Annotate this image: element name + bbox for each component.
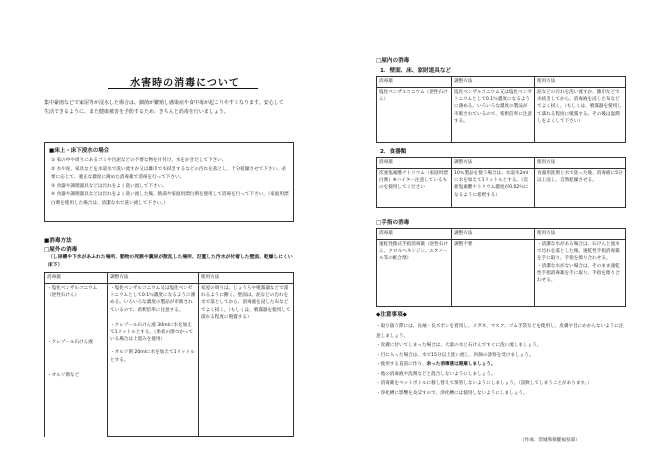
col-header: 使用方法 xyxy=(535,77,626,88)
col-header: 使用方法 xyxy=(199,273,294,284)
use-cell: 泥などの汚れを洗い流すか、雑巾などで水拭きしてから、消毒液を浸した布などでよく拭く。（もしくは、噴霧器を使用して濡れる程度に噴霧する。その後は湿潤しをよくして下さい） xyxy=(535,88,626,143)
table-header-row xyxy=(45,273,294,284)
outdoor-heading: □屋外の消毒 xyxy=(44,247,78,253)
use-cell: ・清潔な水がある場合は、石けんと流水で汚れを落とした後、速乾性手指消毒薬を手に取り、手指を擦り合わせる。 ・清潔な水がない場合は、そのまま速乾性手指消毒薬を手に取り、手指を擦り合わせる。 xyxy=(535,240,626,307)
cell-text: ・塩化ベンザルコニウム（逆性石けん） xyxy=(47,286,98,299)
indoor-sub-walls: 1．壁面、床、家財道具など xyxy=(380,68,452,74)
table-row xyxy=(377,240,626,307)
caution-bold-text: 余った消毒液は廃棄しましょう。 xyxy=(426,362,496,367)
caution-item: ・取り扱う際には、長袖・長ズボンを着用し、メガネ、マスク、ゴム手袋などを使用し、皮膚や目にかからないように注意しましょう。 xyxy=(376,324,624,339)
flood-step: ② 水や泥、家具などを水道水で洗い流すか又は雑巾で水拭きするなどの汚れを落とし、十分乾燥させて下さい。必要に応じて、適正な濃度に薄めた消毒薬で消毒を行って下さい。 xyxy=(51,166,287,181)
table-header-row xyxy=(377,77,626,88)
outdoor-note: （し尿槽や下水があふれた場所、動物の死骸や糞尿が散乱した場所、氾濫した汚水が付着した壁面、乾燥しにくい床下） xyxy=(48,255,293,268)
author-credit: （作成：茨城県保健福祉部） xyxy=(520,438,580,443)
flood-instructions-box xyxy=(44,142,294,222)
indoor-walls-table xyxy=(376,76,626,143)
indoor-heading: □屋内の消毒 xyxy=(376,58,410,64)
disinfect-section-heading: ■消毒方法 xyxy=(44,238,72,244)
flood-steps-list xyxy=(51,157,289,209)
flood-step: ④ 食器や調理器具などは汚れをよく洗い流した後、熱湯や家庭用漂白剤を使用して消毒を行って下さい。（家庭用漂白剤を使用した場合は、清潔な水で洗い流して下さい。） xyxy=(51,192,289,206)
use-cell: 食器用洗剤と水で洗った後、消毒液に5分以上浸し、自然乾燥させる。 xyxy=(535,169,626,208)
col-header: 消毒薬 xyxy=(377,158,452,169)
hand-table xyxy=(376,228,626,307)
flood-box-heading: ■床上・床下浸水の場合 xyxy=(49,148,110,154)
col-header: 調整方法 xyxy=(108,273,199,284)
caution-item: ・目に入った場合は、水で15分以上洗い流し、医師の診察を受けましょう。 xyxy=(376,352,534,358)
caution-item: ・皮膚に付いてしまった場合は、大量の水と石けんですぐに洗い流しましょう。 xyxy=(376,343,542,348)
prep-cell: 10％製品を使う場合は、水道水2mlに水を加えて1リットルとする。（次亜塩素酸ナトリウム濃度が0.02％になるように希釈する） xyxy=(452,169,535,208)
table-row xyxy=(377,169,626,208)
caution-heading: ◆注意事項◆ xyxy=(376,312,407,318)
caution-list xyxy=(376,322,626,398)
prep-cell: 調整不要 xyxy=(452,240,535,307)
indoor-sub-dishes: 2．食器類 xyxy=(380,149,407,155)
cell-text: ・オルソ剤 20mlに水を加えて1リットルとする。 xyxy=(110,350,195,363)
title-underline xyxy=(108,88,258,89)
drug-cell: 速乾性擦式手指消毒薬（逆性石けん、クロルヘキシジン、エタノール等の配合剤） xyxy=(377,240,452,307)
table-row xyxy=(377,88,626,143)
cell-text: ・クレゾール石けん液 30mlに水を加えて1リットルとする。（糸状の菌つかっている場合は上澄みを使用） xyxy=(110,322,194,343)
cell-text: ・オルソ剤など xyxy=(47,372,80,378)
drug-cell: 塩化ベンザルコニウム（逆性石けん） xyxy=(377,88,452,143)
flood-step: ③ 食器や調理器具などは汚れをよく洗い流して下さい。 xyxy=(51,183,167,189)
drug-cell: 次亜塩素酸ナトリウム（家庭用漂白剤）※ハイター注意しているものを使用してください xyxy=(377,169,452,208)
intro-text: 集中豪雨などで家屋等が浸水した場合は、細菌が繁殖し感染症や食中毒が起こりやすくなります。安心して生活できるように、また健康被害を予防するため、きちんと消毒を行いましょう。 xyxy=(44,100,284,115)
hand-heading: □手指の消毒 xyxy=(376,220,410,226)
use-cell xyxy=(199,284,294,437)
caution-item: ・浄化槽に影響を及ぼすので、浄化槽には使用しないようにしましょう。 xyxy=(376,390,528,396)
col-header: 使用方法 xyxy=(535,158,626,169)
page-title: 水害時の消毒について xyxy=(130,78,240,89)
caution-item: ・消毒薬をペットボトルに移し替えて保管しないようにしましょう。（誤飲してしまうことがあります。） xyxy=(376,381,592,386)
table-row xyxy=(45,284,294,437)
caution-item xyxy=(376,360,626,370)
cell-text: 家屋の周りは、じょうろや噴霧器などで濡れるように撒く。壁面は、泥などの汚れを水で落としてから、消毒液を浸した布などでよく拭く。（もしくは、噴霧器を使用して濡れる程度に噴霧する） xyxy=(201,286,291,320)
col-header: 調整方法 xyxy=(452,158,535,169)
prep-cell xyxy=(108,284,199,437)
cell-text: ・クレゾール石けん液 xyxy=(47,340,93,346)
dishes-table xyxy=(376,157,626,208)
col-header: 消毒薬 xyxy=(45,273,108,284)
table-header-row xyxy=(377,158,626,169)
col-header: 調整方法 xyxy=(452,77,535,88)
table-header-row xyxy=(377,229,626,240)
caution-text: ・使用する直前に作り、 xyxy=(376,362,427,367)
col-header: 使用方法 xyxy=(535,229,626,240)
drug-cell xyxy=(45,284,108,437)
caution-item: ・他の消毒液や洗剤などと混合しないようにしましょう。 xyxy=(376,371,496,377)
col-header: 消毒薬 xyxy=(377,229,452,240)
flood-step: ① 家の中や周りにあるゴミや汚泥などの不要な物を片付け、水をかきだして下さい。 xyxy=(51,158,227,163)
cell-text: ・塩化ベンザルコニウム又は塩化ベンゼトニウムとして0.1％濃度になるように薄める。いろいろな濃度の製品が市販されているので、希釈倍率に注意する。 xyxy=(110,286,196,313)
col-header: 消毒薬 xyxy=(377,77,452,88)
outdoor-table xyxy=(44,272,294,437)
col-header: 調整方法 xyxy=(452,229,535,240)
prep-cell: 塩化ベンザルコニウム又は塩化ベンゼトニウムとして0.1％濃度になるように薄める。いろいろな濃度の製品が市販されているので、希釈倍率に注意する。 xyxy=(452,88,535,143)
